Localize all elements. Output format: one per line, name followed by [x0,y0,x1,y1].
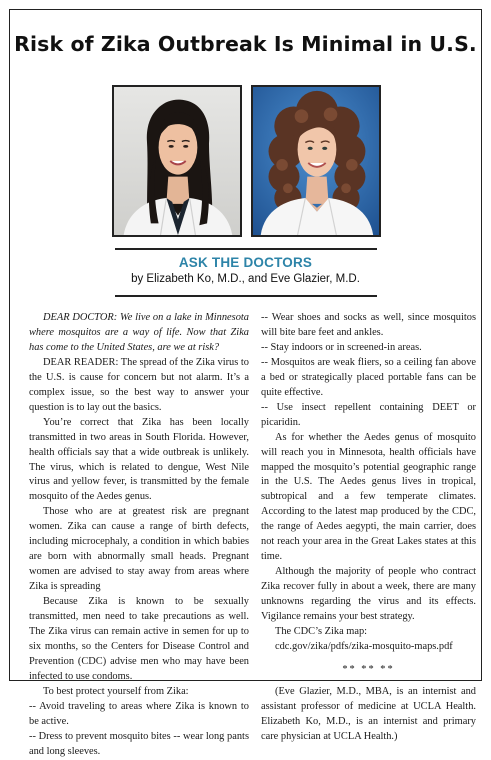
headline: Risk of Zika Outbreak Is Minimal in U.S. [14,32,477,56]
column-title: ASK THE DOCTORS [178,255,313,270]
article-column-left [29,311,249,760]
portrait-right-image [253,87,379,235]
tip-item: -- Mosquitos are weak fliers, so a ceiling fan above a bed or strategically placed portable fans can be quite effective. [261,356,476,398]
column-header-rule-bottom [115,295,377,297]
article-page [9,9,482,757]
reader-letter: DEAR DOCTOR: We live on a lake in Minnesota where mosquitos are a way of life. Now that Zika has come to the United States, are we at risk? [29,312,249,353]
tip-item: -- Avoid traveling to areas where Zika is known to be active. [29,700,249,727]
doctor-photo-left [112,85,242,237]
map-url: cdc.gov/zika/pdfs/zika-mosquito-maps.pdf [275,640,453,652]
tip-item: -- Use insect repellent containing DEET or picaridin. [261,401,476,428]
answer-paragraph-6: As for whether the Aedes genus of mosquito will reach you in Minnesota, health officials have mapped the mosquito’s potential geographic range in the U.S. The Aedes genus lives in tropical, subtropical and a few temperate climates. According to the latest map produced by the CDC, the range of Aedes aegypti, the main carrier, does not reach your area in the Great Lakes states at this time. [261,431,476,563]
map-label: The CDC’s Zika map: [275,626,368,638]
answer-paragraph-2: You’re correct that Zika has been locally transmitted in two areas in South Florida. However, health officials say that a wide outbreak is unlikely. The virus, which is related to dengue, West Nile virus and yellow fever, is transmitted by the female mosquito of the Aedes genus. [29,416,249,503]
answer-paragraph-5: To best protect yourself from Zika: [43,685,189,697]
author-bio: (Eve Glazier, M.D., MBA, is an internist and assistant professor of medicine at UCLA Health. Elizabeth Ko, M.D., is an internist and primary care physician at UCLA Health.) [261,685,476,742]
article-column-right [261,311,476,745]
answer-paragraph-4: Because Zika is known to be sexually transmitted, men need to take precautions as well. The Zika virus can remain active in semen for up to six months, so the Centers for Disease Control and Prevention (CDC) advise men who may have been infected to use condoms. [29,596,249,682]
portrait-left-image [114,87,240,235]
byline: by Elizabeth Ko, M.D., and Eve Glazier, M.D. [131,273,360,285]
answer-paragraph-1 [29,356,249,416]
answer-paragraph-3: Those who are at greatest risk are pregnant women. Zika can cause a range of birth defects, including microcephaly, a condition in which babies are born with abnormally small heads. Pregnant women are advised to stay away from areas where Zika is spreading [29,506,249,593]
tip-item: -- Wear shoes and socks as well, since mosquitos will bite bare feet and ankles. [261,312,476,338]
section-separator: ** ** ** [342,663,395,675]
doctor-photo-right [251,85,381,237]
column-header-rule-top [115,248,377,250]
answer-lead: DEAR READER: [43,356,119,368]
tip-item: -- Dress to prevent mosquito bites -- wear long pants and long sleeves. [29,730,249,757]
tip-item: -- Stay indoors or in screened-in areas. [261,341,422,353]
answer-paragraph-7: Although the majority of people who contract Zika recover fully in about a week, there are many unknowns regarding the virus and its effects. Vigilance remains your best strategy. [261,566,476,623]
answer-paragraph-1-text: The spread of the Zika virus to the U.S. is cause for concern but not alarm. It’s a complex issue, so the best way to answer your question is to lay out the basics. [29,356,249,413]
